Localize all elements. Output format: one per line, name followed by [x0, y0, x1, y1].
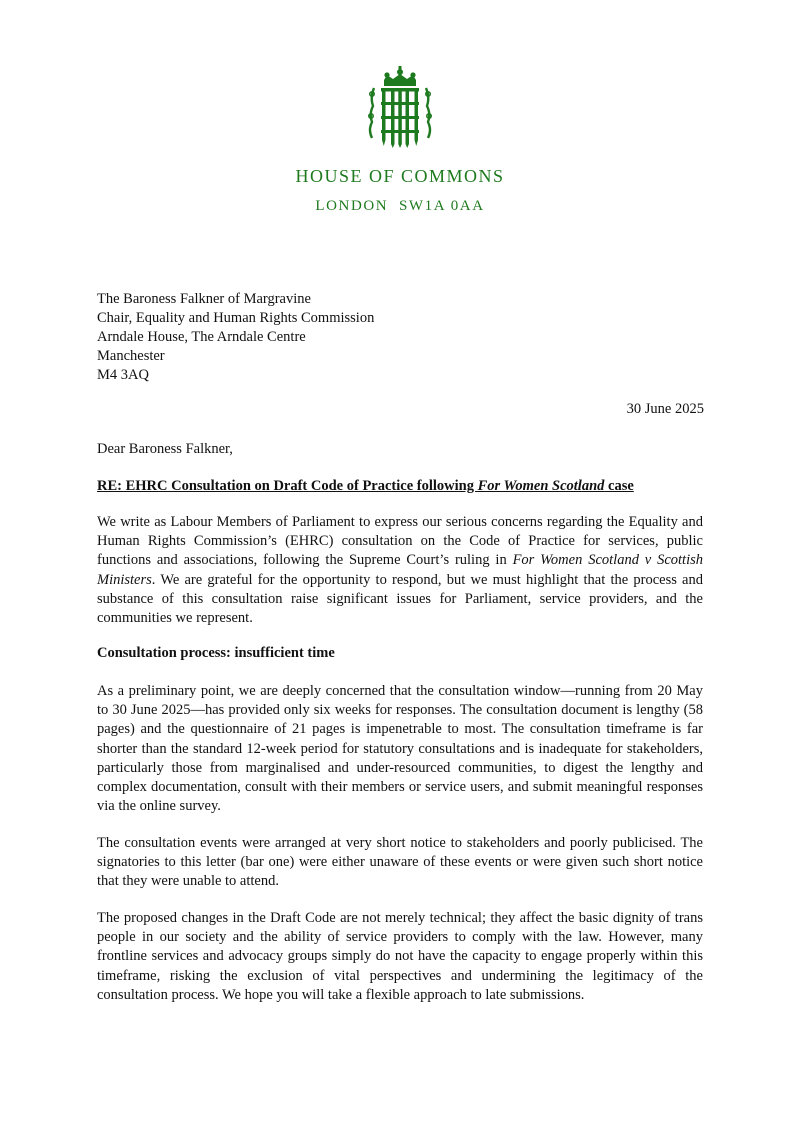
section-heading: Consultation process: insufficient time [97, 645, 335, 661]
subject-prefix: RE: EHRC Consultation on Draft Code of Practice following [97, 478, 478, 494]
intro-part1: We write as Labour Members of Parliament to express our serious concerns regarding the Equality and Human Rights Commission’s (EHRC) consultation on the Code of Practice for services, public functions and associations, following the Supreme Court’s ruling in [97, 514, 703, 569]
recipient-city: Manchester [97, 348, 165, 364]
recipient-title: Chair, Equality and Human Rights Commission [97, 310, 375, 326]
portcullis-icon [366, 66, 434, 148]
intro-paragraph [97, 513, 703, 628]
salutation: Dear Baroness Falkner, [97, 441, 233, 457]
intro-case-name: For Women Scotland v Scottish Ministers [97, 552, 704, 588]
events-paragraph: The consultation events were arranged at very short notice to stakeholders and poorly publicised. The signatories to this letter (bar one) were either unaware of these events or were given such short notice that they were unable to attend. [97, 835, 703, 890]
subject-suffix: case [604, 478, 634, 494]
intro-part2: . We are grateful for the opportunity to respond, but we must highlight that the process and substance of this consultation raise significant issues for Parliament, service providers, and the communities we represent. [97, 571, 703, 627]
recipient-name: The Baroness Falkner of Margravine [97, 291, 311, 307]
impact-paragraph: The proposed changes in the Draft Code are not merely technical; they affect the basic dignity of trans people in our society and the ability of service providers to comply with the law. However, many frontline services and advocacy groups simply do not have the capacity to engage properly within this timeframe, risking the exclusion of vital perspectives and undermining the legitimacy of the consultation process. We hope you will take a flexible approach to late submissions. [97, 910, 703, 1003]
subject-line [97, 478, 703, 495]
timeframe-paragraph: As a preliminary point, we are deeply concerned that the consultation window—running from 20 May to 30 June 2025—has provided only six weeks for responses. The consultation document is lengthy (58 pages) and the questionnaire of 21 pages is impenetrable to most. The consultation timeframe is far shorter than the standard 12-week period for statutory consultations and is inadequate for stakeholders, particularly those from marginalised and under-resourced communities, to digest the lengthy and complex documentation, consult with their members or service users, and submit meaningful responses via the online survey. [97, 683, 703, 815]
letterhead-title: HOUSE OF COMMONS [295, 166, 505, 186]
subject-case-name: For Women Scotland [477, 478, 605, 494]
recipient-address [97, 290, 374, 385]
letter-date: 30 June 2025 [626, 401, 704, 417]
letterhead-address: LONDON SW1A 0AA [315, 198, 485, 214]
recipient-postcode: M4 3AQ [97, 367, 149, 383]
recipient-street: Arndale House, The Arndale Centre [97, 329, 306, 345]
